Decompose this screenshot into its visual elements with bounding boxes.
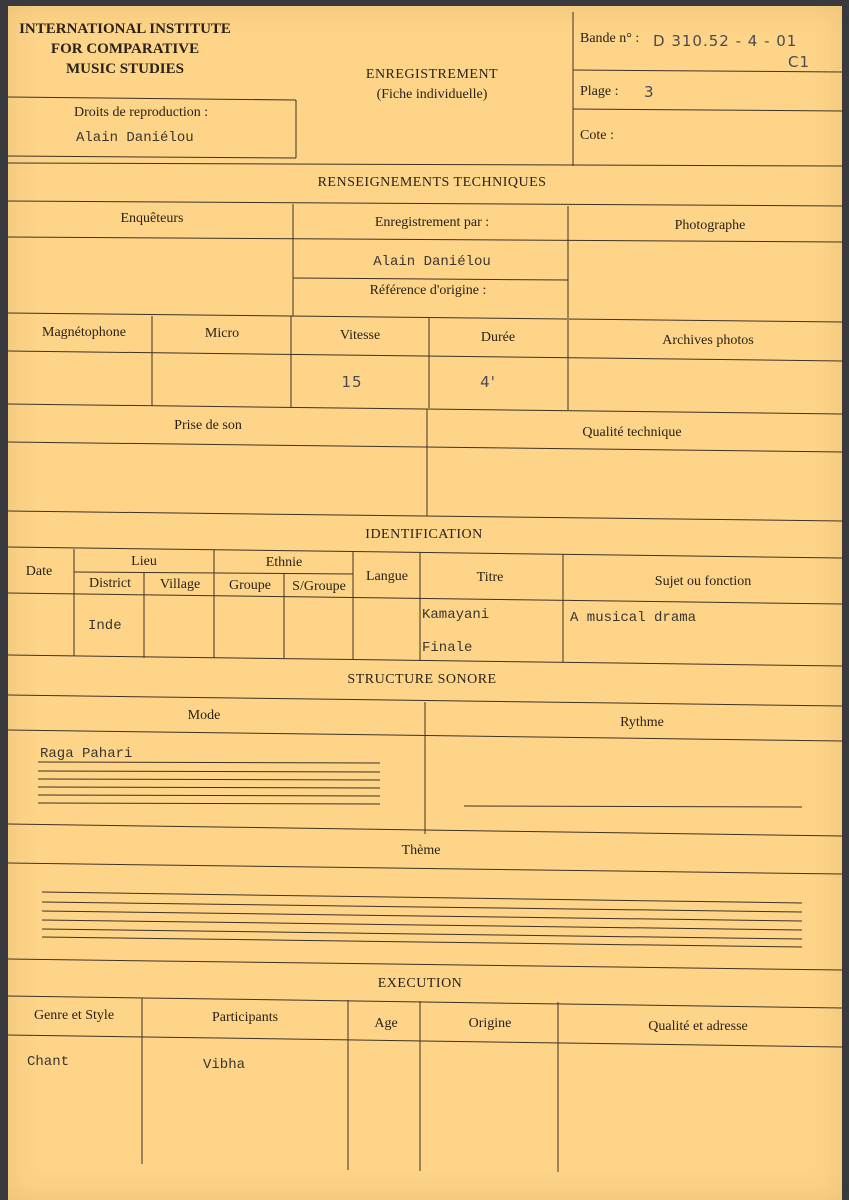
- photographe-label: Photographe: [674, 218, 746, 233]
- duree-value: 4': [480, 373, 496, 391]
- mode-label: Mode: [187, 708, 221, 723]
- genre-value: Chant: [27, 1054, 70, 1070]
- vitesse-value: 15: [341, 373, 363, 391]
- qualite-adresse-label: Qualité et adresse: [648, 1019, 748, 1034]
- techniques-header: RENSEIGNEMENTS TECHNIQUES: [317, 175, 547, 190]
- date-label: Date: [25, 564, 53, 579]
- execution-header: EXECUTION: [377, 976, 463, 991]
- droits-label: Droits de reproduction :: [74, 105, 209, 120]
- enqueteurs-label: Enquêteurs: [120, 211, 184, 226]
- cote-label: Cote :: [580, 128, 614, 143]
- index-card: [8, 6, 842, 1200]
- institute-line-3: MUSIC STUDIES: [66, 61, 184, 77]
- groupe-label: Groupe: [229, 578, 271, 593]
- titre-label: Titre: [476, 570, 504, 585]
- prise-de-son-label: Prise de son: [174, 418, 242, 433]
- participants-value: Vibha: [203, 1057, 246, 1073]
- bande-value: D 310.52 - 4 - 01: [653, 32, 798, 50]
- langue-label: Langue: [366, 569, 408, 584]
- participants-label: Participants: [211, 1010, 279, 1025]
- titre-value-1: Kamayani: [422, 607, 490, 623]
- origine-label: Origine: [468, 1016, 512, 1031]
- form-title: ENREGISTREMENT: [365, 67, 499, 82]
- qualite-technique-label: Qualité technique: [582, 425, 682, 440]
- archives-photos-label: Archives photos: [662, 333, 754, 348]
- lieu-label: Lieu: [131, 554, 157, 569]
- magnetophone-label: Magnétophone: [42, 325, 126, 340]
- village-label: Village: [159, 577, 201, 592]
- ethnie-label: Ethnie: [265, 555, 303, 570]
- mode-value: Raga Pahari: [40, 746, 133, 762]
- form-subtitle: (Fiche individuelle): [376, 87, 488, 102]
- district-value: Inde: [88, 618, 122, 634]
- rythme-label: Rythme: [620, 715, 664, 730]
- bande-suffix: C1: [788, 53, 811, 71]
- genre-style-label: Genre et Style: [33, 1008, 115, 1023]
- structure-header: STRUCTURE SONORE: [347, 672, 497, 687]
- sgroupe-label: S/Groupe: [292, 579, 346, 594]
- theme-header: Thème: [401, 843, 441, 858]
- institute-line-1: INTERNATIONAL INSTITUTE: [19, 21, 231, 37]
- bande-label: Bande n° :: [580, 31, 640, 46]
- droits-value: Alain Daniélou: [76, 130, 194, 146]
- sujet-value: A musical drama: [570, 610, 697, 626]
- duree-label: Durée: [480, 330, 516, 345]
- plage-label: Plage :: [580, 84, 619, 99]
- sujet-fonction-label: Sujet ou fonction: [654, 574, 752, 589]
- enregistrement-par-value: Alain Daniélou: [373, 254, 491, 270]
- district-label: District: [89, 576, 131, 591]
- titre-value-2: Finale: [422, 640, 473, 656]
- institute-line-2: FOR COMPARATIVE: [50, 41, 200, 57]
- plage-value: 3: [644, 83, 655, 101]
- enregistrement-par-label: Enregistrement par :: [374, 215, 490, 230]
- micro-label: Micro: [204, 326, 240, 341]
- vitesse-label: Vitesse: [339, 328, 381, 343]
- age-label: Age: [374, 1016, 398, 1031]
- identification-header: IDENTIFICATION: [365, 527, 483, 542]
- reference-label: Référence d'origine :: [369, 283, 487, 298]
